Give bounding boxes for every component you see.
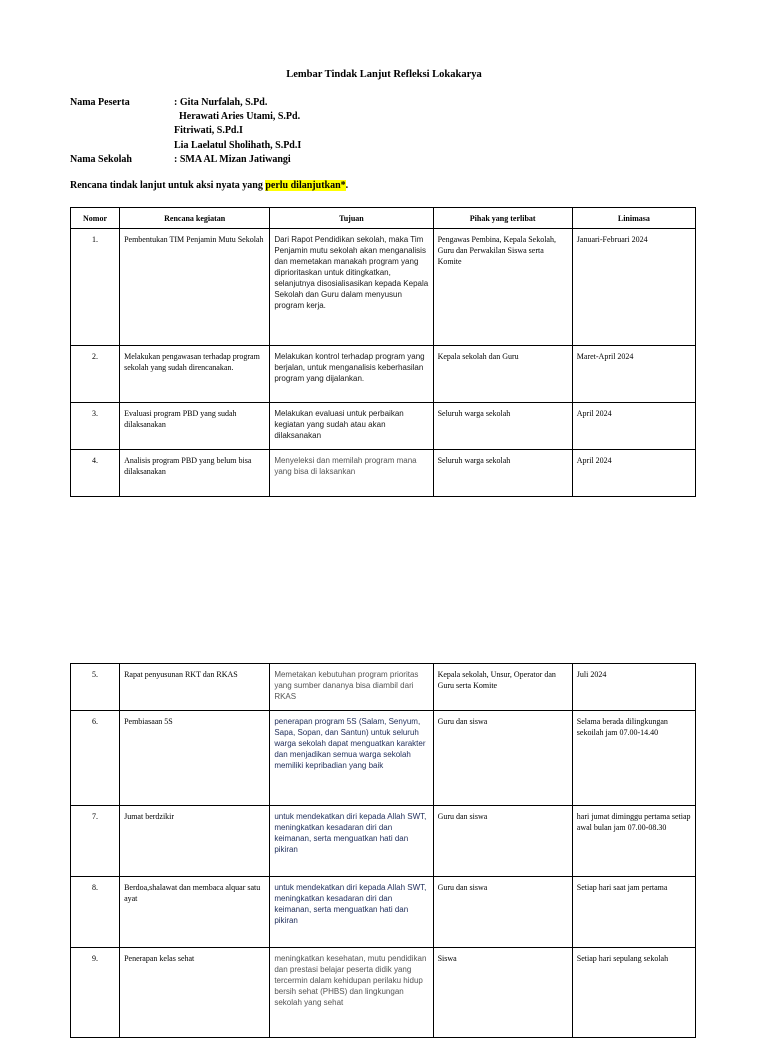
header-linimasa: Linimasa bbox=[572, 208, 695, 229]
cell-nomor: 5. bbox=[71, 664, 120, 711]
cell-tujuan: Dari Rapot Pendidikan sekolah, maka Tim Penjamin mutu sekolah akan menganalisis dan memetakan manakah program yang diprioritaskan untuk ditingkatkan, selanjutnya disosialisasikan kepada Kepala Sekolah dan Guru dalam menyusun program kerja. bbox=[270, 229, 433, 346]
cell-tujuan: Melakukan kontrol terhadap program yang berjalan, untuk menganalisis keberhasilan program yang dijalankan. bbox=[270, 346, 433, 403]
table-row bbox=[71, 806, 696, 877]
nama-sekolah-value: : SMA AL Mizan Jatiwangi bbox=[174, 154, 291, 165]
header-pihak: Pihak yang terlibat bbox=[433, 208, 572, 229]
cell-tujuan: meningkatkan kesehatan, mutu pendidikan dan prestasi belajar peserta didik yang tercermin dalam kehidupan perilaku hidup bersih sehat (PHBS) dan lingkungan sekolah yang sehat bbox=[270, 948, 433, 1038]
cell-tujuan: untuk mendekatkan diri kepada Allah SWT, meningkatkan kesadaran diri dan keimanan, serta menguatkan hati dan pikiran bbox=[270, 806, 433, 877]
rencana-end: . bbox=[345, 180, 349, 191]
rencana-text: Rencana tindak lanjut untuk aksi nyata yang bbox=[70, 180, 266, 191]
cell-tujuan: penerapan program 5S (Salam, Senyum, Sapa, Sopan, dan Santun) untuk seluruh warga sekolah dapat menguatkan karakter dan menjadikan semua warga sekolah memiliki kepribadian yang baik bbox=[270, 711, 433, 806]
cell-linimasa: April 2024 bbox=[572, 403, 695, 450]
cell-kegiatan: Rapat penyusunan RKT dan RKAS bbox=[120, 664, 270, 711]
cell-kegiatan: Analisis program PBD yang belum bisa dilaksanakan bbox=[120, 450, 270, 497]
nama-sekolah-label: Nama Sekolah bbox=[70, 154, 132, 165]
table-row bbox=[71, 403, 696, 450]
table-row bbox=[71, 229, 696, 346]
cell-pihak: Pengawas Pembina, Kepala Sekolah, Guru dan Perwakilan Siswa serta Komite bbox=[433, 229, 572, 346]
cell-pihak: Seluruh warga sekolah bbox=[433, 403, 572, 450]
peserta-name-2: Herawati Aries Utami, S.Pd. bbox=[179, 111, 301, 122]
cell-linimasa: Setiap hari sepulang sekolah bbox=[572, 948, 695, 1038]
peserta-name-1: : Gita Nurfalah, S.Pd. bbox=[174, 97, 268, 108]
table-row bbox=[71, 948, 696, 1038]
cell-tujuan: untuk mendekatkan diri kepada Allah SWT, meningkatkan kesadaran diri dan keimanan, serta menguatkan hati dan pikiran bbox=[270, 877, 433, 948]
cell-linimasa: April 2024 bbox=[572, 450, 695, 497]
cell-kegiatan: Jumat berdzikir bbox=[120, 806, 270, 877]
cell-pihak: Seluruh warga sekolah bbox=[433, 450, 572, 497]
cell-pihak: Siswa bbox=[433, 948, 572, 1038]
document-title: Lembar Tindak Lanjut Refleksi Lokakarya bbox=[286, 69, 482, 80]
cell-linimasa: hari jumat diminggu pertama setiap awal bulan jam 07.00-08.30 bbox=[572, 806, 695, 877]
plan-table-page1 bbox=[70, 207, 696, 497]
rencana-highlight: perlu dilanjutkan* bbox=[265, 180, 346, 191]
cell-kegiatan: Evaluasi program PBD yang sudah dilaksanakan bbox=[120, 403, 270, 450]
table-row bbox=[71, 450, 696, 497]
cell-tujuan: Melakukan evaluasi untuk perbaikan kegiatan yang sudah atau akan dilaksanakan bbox=[270, 403, 433, 450]
cell-linimasa: Juli 2024 bbox=[572, 664, 695, 711]
header-tujuan: Tujuan bbox=[270, 208, 433, 229]
plan-table-page2 bbox=[70, 663, 696, 1038]
cell-kegiatan: Berdoa,shalawat dan membaca alquar satu ayat bbox=[120, 877, 270, 948]
cell-nomor: 2. bbox=[71, 346, 120, 403]
cell-kegiatan: Melakukan pengawasan terhadap program sekolah yang sudah direncanakan. bbox=[120, 346, 270, 403]
cell-pihak: Guru dan siswa bbox=[433, 877, 572, 948]
cell-tujuan: Memetakan kebutuhan program prioritas yang sumber dananya bisa diambil dari RKAS bbox=[270, 664, 433, 711]
cell-pihak: Guru dan siswa bbox=[433, 711, 572, 806]
cell-nomor: 7. bbox=[71, 806, 120, 877]
header-rencana-kegiatan: Rencana kegiatan bbox=[120, 208, 270, 229]
cell-nomor: 1. bbox=[71, 229, 120, 346]
cell-linimasa: Selama berada dilingkungan sekoilah jam 07.00-14.40 bbox=[572, 711, 695, 806]
table-header-row bbox=[71, 208, 696, 229]
cell-tujuan: Menyeleksi dan memilah program mana yang bisa di laksankan bbox=[270, 450, 433, 497]
nama-peserta-label: Nama Peserta bbox=[70, 97, 130, 108]
table-row bbox=[71, 711, 696, 806]
cell-nomor: 9. bbox=[71, 948, 120, 1038]
rencana-heading bbox=[70, 180, 348, 191]
table-row bbox=[71, 664, 696, 711]
cell-pihak: Kepala sekolah, Unsur, Operator dan Guru serta Komite bbox=[433, 664, 572, 711]
cell-kegiatan: Penerapan kelas sehat bbox=[120, 948, 270, 1038]
cell-nomor: 4. bbox=[71, 450, 120, 497]
cell-linimasa: Setiap hari saat jam pertama bbox=[572, 877, 695, 948]
cell-nomor: 6. bbox=[71, 711, 120, 806]
cell-linimasa: Januari-Februari 2024 bbox=[572, 229, 695, 346]
header-nomor: Nomor bbox=[71, 208, 120, 229]
cell-pihak: Guru dan siswa bbox=[433, 806, 572, 877]
peserta-name-4: Lia Laelatul Sholihath, S.Pd.I bbox=[174, 140, 302, 151]
cell-kegiatan: Pembentukan TIM Penjamin Mutu Sekolah bbox=[120, 229, 270, 346]
cell-pihak: Kepala sekolah dan Guru bbox=[433, 346, 572, 403]
table-row bbox=[71, 877, 696, 948]
cell-kegiatan: Pembiasaan 5S bbox=[120, 711, 270, 806]
cell-linimasa: Maret-April 2024 bbox=[572, 346, 695, 403]
peserta-name-3: Fitriwati, S.Pd.I bbox=[174, 125, 243, 136]
cell-nomor: 8. bbox=[71, 877, 120, 948]
table-row bbox=[71, 346, 696, 403]
cell-nomor: 3. bbox=[71, 403, 120, 450]
